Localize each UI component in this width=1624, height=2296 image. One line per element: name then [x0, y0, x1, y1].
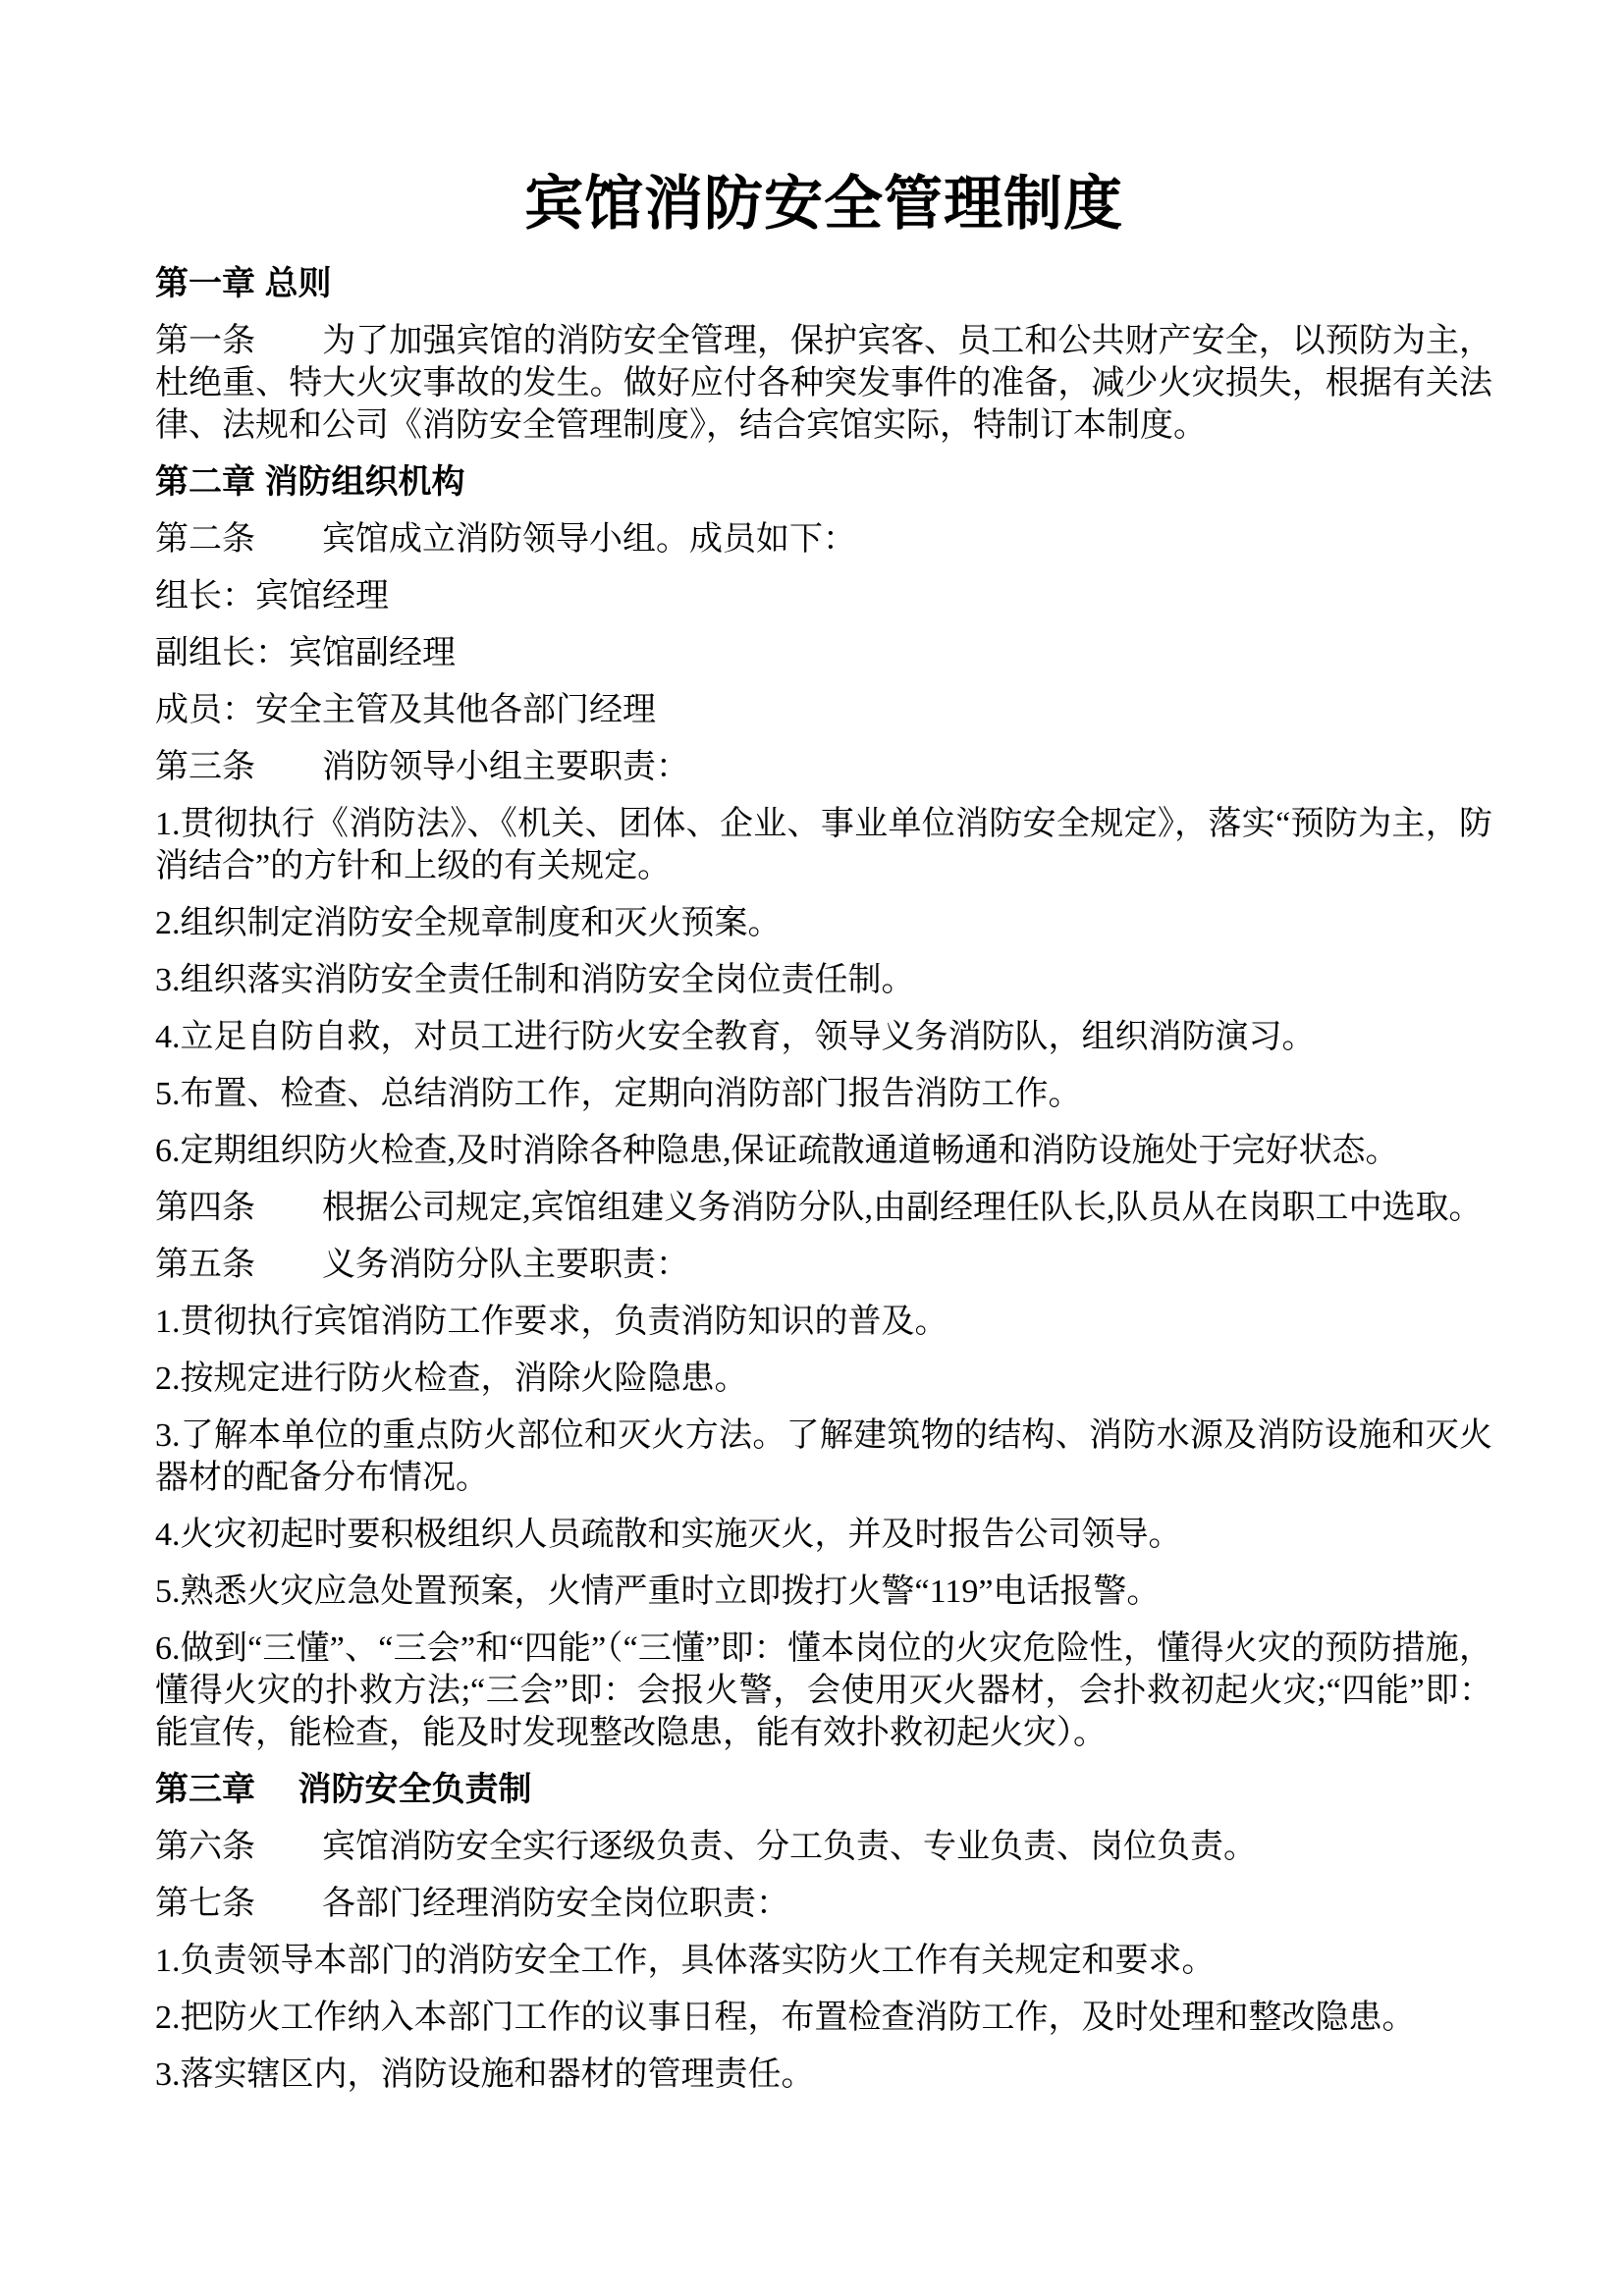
document-title: 宾馆消防安全管理制度 — [524, 172, 1123, 237]
members-line: 成员：安全主管及其他各部门经理 — [155, 692, 656, 728]
article-4-paragraph: 第四条 根据公司规定,宾馆组建义务消防分队,由副经理任队长,队员从在岗职工中选取。 — [155, 1190, 1483, 1226]
chapter-heading-3: 第三章 消防安全负责制 — [155, 1771, 532, 1808]
article-3-item-3: 3.组织落实消防安全责任制和消防安全岗位责任制。 — [155, 962, 915, 998]
article-2-paragraph: 第二条 宾馆成立消防领导小组。成员如下： — [155, 521, 856, 558]
article-3-item-1: 1.贯彻执行《消防法》、《机关、团体、企业、事业单位消防安全规定》，落实“预防为主，防消结合”的方针和上级的有关规定。 — [155, 806, 1492, 884]
article-5-item-3: 3.了解本单位的重点防火部位和灭火方法。了解建筑物的结构、消防水源及消防设施和灭火器材的配备分布情况。 — [155, 1417, 1492, 1496]
article-3-paragraph: 第三条 消防领导小组主要职责： — [155, 749, 689, 785]
article-7-item-3: 3.落实辖区内，消防设施和器材的管理责任。 — [155, 2056, 815, 2093]
article-5-item-6: 6.做到“三懂”、“三会”和“四能”（“三懂”即：懂本岗位的火灾危险性，懂得火灾的预防措施，懂得火灾的扑救方法;“三会”即：会报火警，会使用灭火器材，会扑救初起火灾;“四能”即：能宣传，能检查，能及时发现整改隐患，能有效扑救初起火灾）。 — [155, 1630, 1492, 1751]
article-5-item-4: 4.火灾初起时要积极组织人员疏散和实施灭火，并及时报告公司领导。 — [155, 1517, 1182, 1553]
article-5-paragraph: 第五条 义务消防分队主要职责： — [155, 1247, 689, 1283]
article-7-paragraph: 第七条 各部门经理消防安全岗位职责： — [155, 1886, 789, 1922]
article-5-item-2: 2.按规定进行防火检查，消除火险隐患。 — [155, 1361, 748, 1397]
article-3-item-4: 4.立足自防自救，对员工进行防火安全教育，领导义务消防队，组织消防演习。 — [155, 1019, 1316, 1055]
article-5-item-1: 1.贯彻执行宾馆消防工作要求，负责消防知识的普及。 — [155, 1304, 948, 1340]
article-3-item-5: 5.布置、检查、总结消防工作，定期向消防部门报告消防工作。 — [155, 1076, 1082, 1112]
article-6-paragraph: 第六条 宾馆消防安全实行逐级负责、分工负责、专业负责、岗位负责。 — [155, 1829, 1257, 1865]
chapter-heading-2: 第二章 消防组织机构 — [155, 463, 465, 501]
article-5-item-5: 5.熟悉火灾应急处置预案，火情严重时立即拨打火警“119”电话报警。 — [155, 1574, 1161, 1610]
article-3-item-6: 6.定期组织防火检查,及时消除各种隐患,保证疏散通道畅通和消防设施处于完好状态。 — [155, 1133, 1399, 1169]
deputy-leader-line: 副组长：宾馆副经理 — [155, 635, 456, 671]
article-7-item-1: 1.负责领导本部门的消防安全工作，具体落实防火工作有关规定和要求。 — [155, 1943, 1216, 1979]
chapter-heading-1: 第一章 总则 — [155, 265, 332, 302]
article-3-item-2: 2.组织制定消防安全规章制度和灭火预案。 — [155, 905, 782, 941]
article-7-item-2: 2.把防火工作纳入本部门工作的议事日程，布置检查消防工作，及时处理和整改隐患。 — [155, 2000, 1416, 2036]
group-leader-line: 组长：宾馆经理 — [155, 578, 389, 614]
article-1-paragraph: 第一条 为了加强宾馆的消防安全管理，保护宾客、员工和公共财产安全，以预防为主，杜绝重、特大火灾事故的发生。做好应付各种突发事件的准备，减少火灾损失，根据有关法律、法规和公司《消防安全管理制度》，结合宾馆实际，特制订本制度。 — [155, 323, 1492, 444]
